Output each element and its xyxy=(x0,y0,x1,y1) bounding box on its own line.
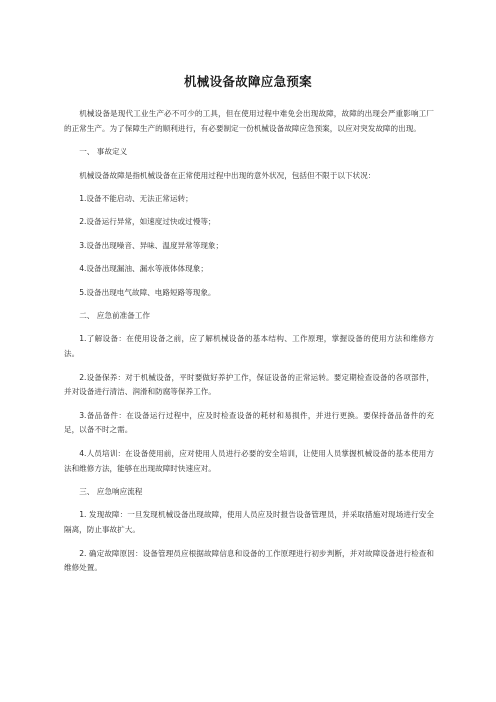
list-item: 1.设备不能启动、无法正常运转； xyxy=(79,193,193,203)
list-item: 4.人员培训：在设备使用前，应对使用人员进行必要的安全培训，让使用人员掌握机械设备的基本使用方法和维修方法，能够在出现故障时快速应对。 xyxy=(64,448,434,473)
list-item: 2.设备运行异常，如速度过快或过慢等； xyxy=(79,217,216,227)
list-item: 2. 确定故障原因：设备管理员应根据故障信息和设备的工作原理进行初步判断，并对故障设备进行检查和维修处置。 xyxy=(64,548,434,573)
list-item: 4.设备出现漏油、漏水等液体体现象； xyxy=(79,264,208,274)
document-body xyxy=(64,107,434,585)
list-item: 3.备品备件：在设备运行过程中，应及时检查设备的耗材和易损件，并进行更换。要保持备品备件的充足，以备不时之需。 xyxy=(64,410,434,435)
section-heading-1: 一、 事故定义 xyxy=(79,147,128,157)
definition-paragraph: 机械设备故障是指机械设备在正常使用过程中出现的意外状况，包括但不限于以下状况： xyxy=(79,170,376,180)
list-item: 1. 发现故障：一旦发现机械设备出现故障，使用人员应及时报告设备管理员，并采取措施对现场进行安全隔离，防止事故扩大。 xyxy=(64,510,434,535)
document-title: 机械设备故障应急预案 xyxy=(183,74,312,89)
section-heading-2: 二、 应急前准备工作 xyxy=(79,310,150,320)
list-item: 1.了解设备：在使用设备之前，应了解机械设备的基本结构、工作原理，掌握设备的使用方法和维修方法。 xyxy=(64,334,434,359)
list-item: 5.设备出现电气故障、电路短路等现象。 xyxy=(79,287,216,297)
list-item: 3.设备出现噪音、异味、温度异常等现象； xyxy=(79,240,224,250)
intro-paragraph: 机械设备是现代工业生产必不可少的工具，但在使用过程中难免会出现故障，故障的出现会严重影响工厂的正常生产。为了保障生产的顺利进行，有必要制定一份机械设备故障应急预案，以应对突发故障的出现。 xyxy=(64,109,434,133)
list-item: 2.设备保养：对于机械设备，平时要做好养护工作，保证设备的正常运转。要定期检查设备的各项部件，并对设备进行清洁、润滑和防腐等保养工作。 xyxy=(64,372,434,397)
section-heading-3: 三、 应急响应流程 xyxy=(79,487,143,497)
